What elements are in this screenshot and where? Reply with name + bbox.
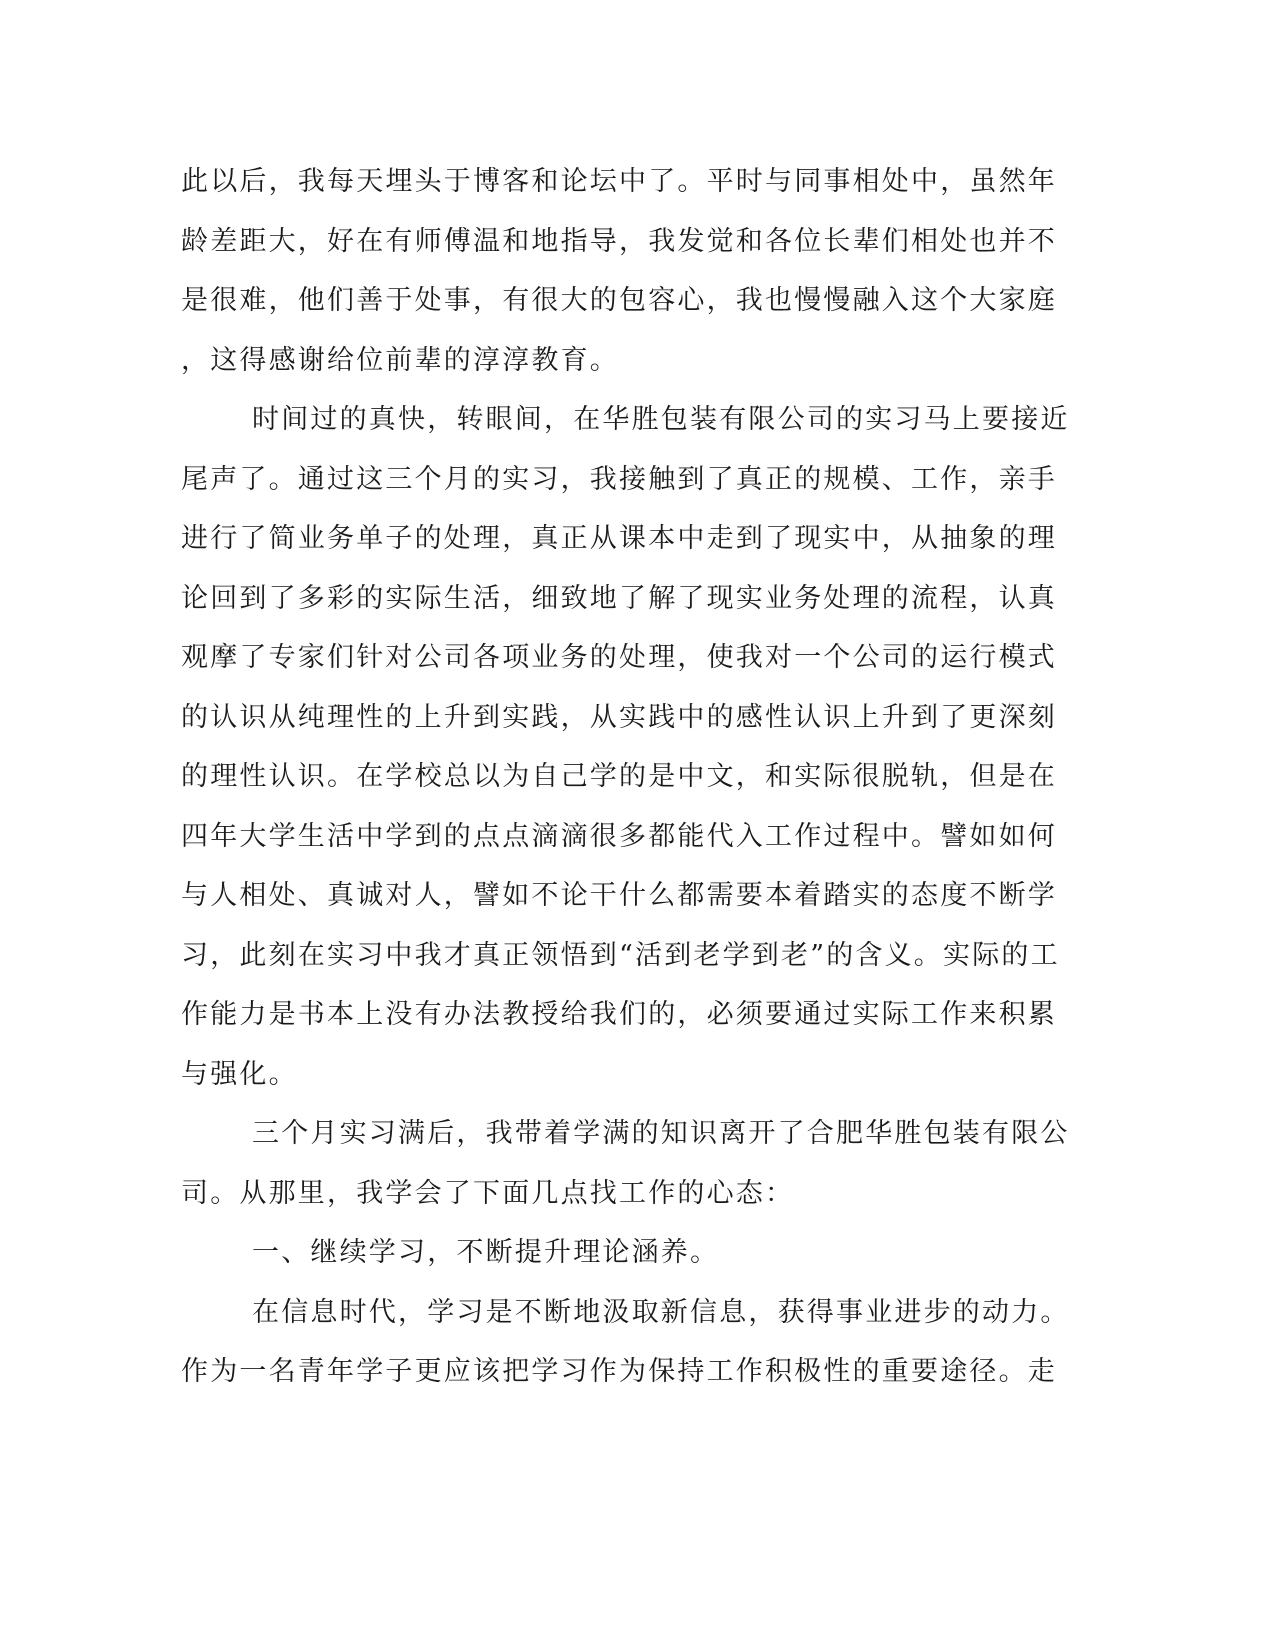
text-line: 尾声了。通过这三个月的实习，我接触到了真正的规模、工作，亲手 xyxy=(181,463,1057,495)
text-line: 在信息时代，学习是不断地汲取新信息，获得事业进步的动力。 xyxy=(252,1296,1070,1328)
text-line: 的理性认识。在学校总以为自己学的是中文，和实际很脱轨，但是在 xyxy=(181,761,1057,792)
text-line: 一、继续学习，不断提升理论涵养。 xyxy=(252,1237,720,1268)
text-line: 三个月实习满后，我带着学满的知识离开了合肥华胜包装有限公 xyxy=(252,1118,1070,1149)
text-line: 司。从那里，我学会了下面几点找工作的心态： xyxy=(181,1177,795,1209)
text-line: 进行了简业务单子的处理，真正从课本中走到了现实中，从抽象的理 xyxy=(181,523,1057,554)
text-line: 的认识从纯理性的上升到实践，从实践中的感性认识上升到了更深刻 xyxy=(181,701,1057,733)
text-line: 四年大学生活中学到的点点滴滴很多都能代入工作过程中。譬如如何 xyxy=(181,820,1057,852)
text-line: 此以后，我每天埋头于博客和论坛中了。平时与同事相处中，虽然年 xyxy=(181,166,1057,197)
text-line: 作能力是书本上没有办法教授给我们的，必须要通过实际工作来积累 xyxy=(181,999,1057,1030)
text-line: 论回到了多彩的实际生活，细致地了解了现实业务处理的流程，认真 xyxy=(181,582,1057,614)
text-line: 是很难，他们善于处事，有很大的包容心，我也慢慢融入这个大家庭 xyxy=(181,285,1057,316)
text-line: 作为一名青年学子更应该把学习作为保持工作积极性的重要途径。走 xyxy=(181,1356,1057,1387)
text-line: 与强化。 xyxy=(181,1058,298,1090)
text-line: 龄差距大，好在有师傅温和地指导，我发觉和各位长辈们相处也并不 xyxy=(181,225,1057,257)
text-line: 观摩了专家们针对公司各项业务的处理，使我对一个公司的运行模式 xyxy=(181,642,1057,673)
text-line: 与人相处、真诚对人，譬如不论干什么都需要本着踏实的态度不断学 xyxy=(181,880,1057,911)
text-line: ，这得感谢给位前辈的淳淳教育。 xyxy=(181,344,619,376)
text-line: 习，此刻在实习中我才真正领悟到“活到老学到老”的含义。实际的工 xyxy=(181,939,1060,971)
text-line: 时间过的真快，转眼间，在华胜包装有限公司的实习马上要接近 xyxy=(252,404,1070,435)
document-body xyxy=(181,152,1070,1402)
